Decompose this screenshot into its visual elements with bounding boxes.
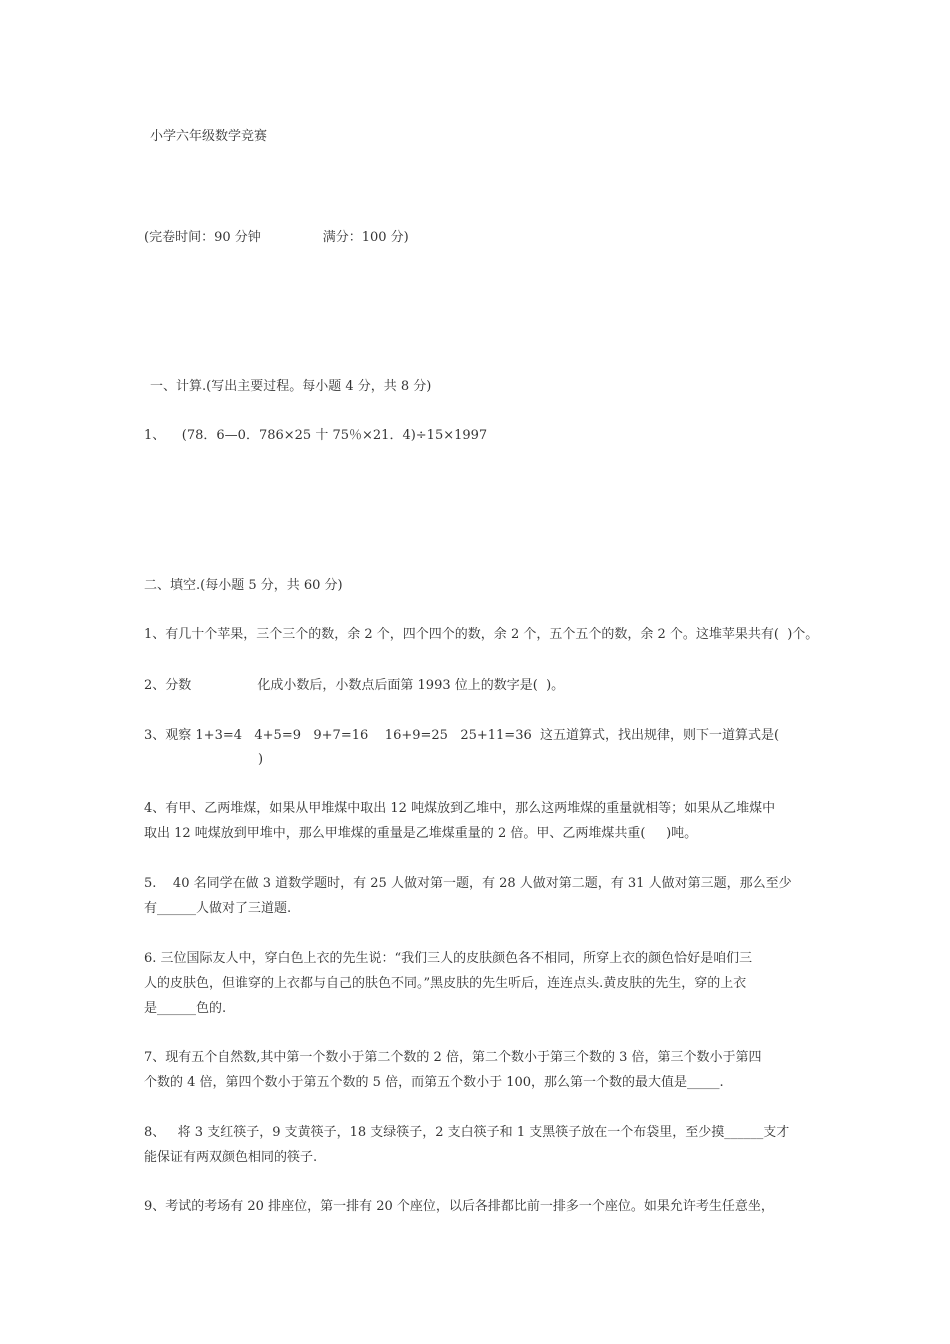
section-2-question-6: 6. 三位国际友人中，穿白色上衣的先生说：“我们三人的皮肤颜色各不相同，所穿上衣的颜色恰好是咱们三: [144, 951, 753, 966]
section-2-question-6-cont: 人的皮肤色，但谁穿的上衣都与自己的肤色不同。”黑皮肤的先生听后，连连点头.黄皮肤的先生，穿的上衣: [144, 976, 747, 991]
section-2-question-8: 8、 将 3 支红筷子，9 支黄筷子，18 支绿筷子，2 支白筷子和 1 支黑筷子放在一个布袋里，至少摸______支才: [144, 1125, 790, 1140]
section-2-question-2: 2、分数 化成小数后，小数点后面第 1993 位上的数字是( )。: [144, 678, 565, 693]
section-2-question-4-cont: 取出 12 吨煤放到甲堆中，那么甲堆煤的重量是乙堆煤重量的 2 倍。甲、乙两堆煤共重( )吨。: [144, 826, 698, 841]
section-2-question-5: 5. 40 名同学在做 3 道数学题时，有 25 人做对第一题，有 28 人做对第二题，有 31 人做对第三题，那么至少: [144, 876, 792, 891]
section-2-question-7-cont: 个数的 4 倍，第四个数小于第五个数的 5 倍，而第五个数小于 100，那么第一个数的最大值是_____.: [144, 1075, 724, 1090]
section-2-question-6-cont2: 是______色的.: [144, 1001, 227, 1016]
section-2-question-4: 4、有甲、乙两堆煤，如果从甲堆煤中取出 12 吨煤放到乙堆中，那么这两堆煤的重量就相等；如果从乙堆煤中: [144, 801, 776, 816]
section-2-question-3: 3、观察 1+3=4 4+5=9 9+7=16 16+9=25 25+11=36 这五道算式，找出规律，则下一道算式是(: [144, 728, 780, 743]
section-2-heading: 二、填空.(每小题 5 分，共 60 分): [144, 578, 343, 593]
section-2-question-9: 9、考试的考场有 20 排座位，第一排有 20 个座位，以后各排都比前一排多一个座位。如果允许考生任意坐，: [144, 1199, 774, 1214]
exam-meta: (完卷时间：90 分钟 满分：100 分): [144, 230, 409, 245]
section-2-question-5-cont: 有______人做对了三道题.: [144, 901, 292, 916]
section-2-question-7: 7、现有五个自然数,其中第一个数小于第二个数的 2 倍，第二个数小于第三个数的 3 倍，第三个数小于第四: [144, 1050, 762, 1065]
section-2-question-8-cont: 能保证有两双颜色相同的筷子.: [144, 1150, 318, 1165]
section-2-question-1: 1、有几十个苹果，三个三个的数，余 2 个，四个四个的数，余 2 个，五个五个的数，余 2 个。这堆苹果共有( )个。: [144, 627, 819, 642]
section-1-heading: 一、计算.(写出主要过程。每小题 4 分，共 8 分): [150, 379, 432, 394]
page-title: 小学六年级数学竞赛: [150, 129, 268, 144]
section-2-question-3-cont: ): [258, 752, 264, 767]
section-1-question-1: 1、 (78．6—0．786×25 十 75％×21．4)÷15×1997: [144, 428, 488, 443]
